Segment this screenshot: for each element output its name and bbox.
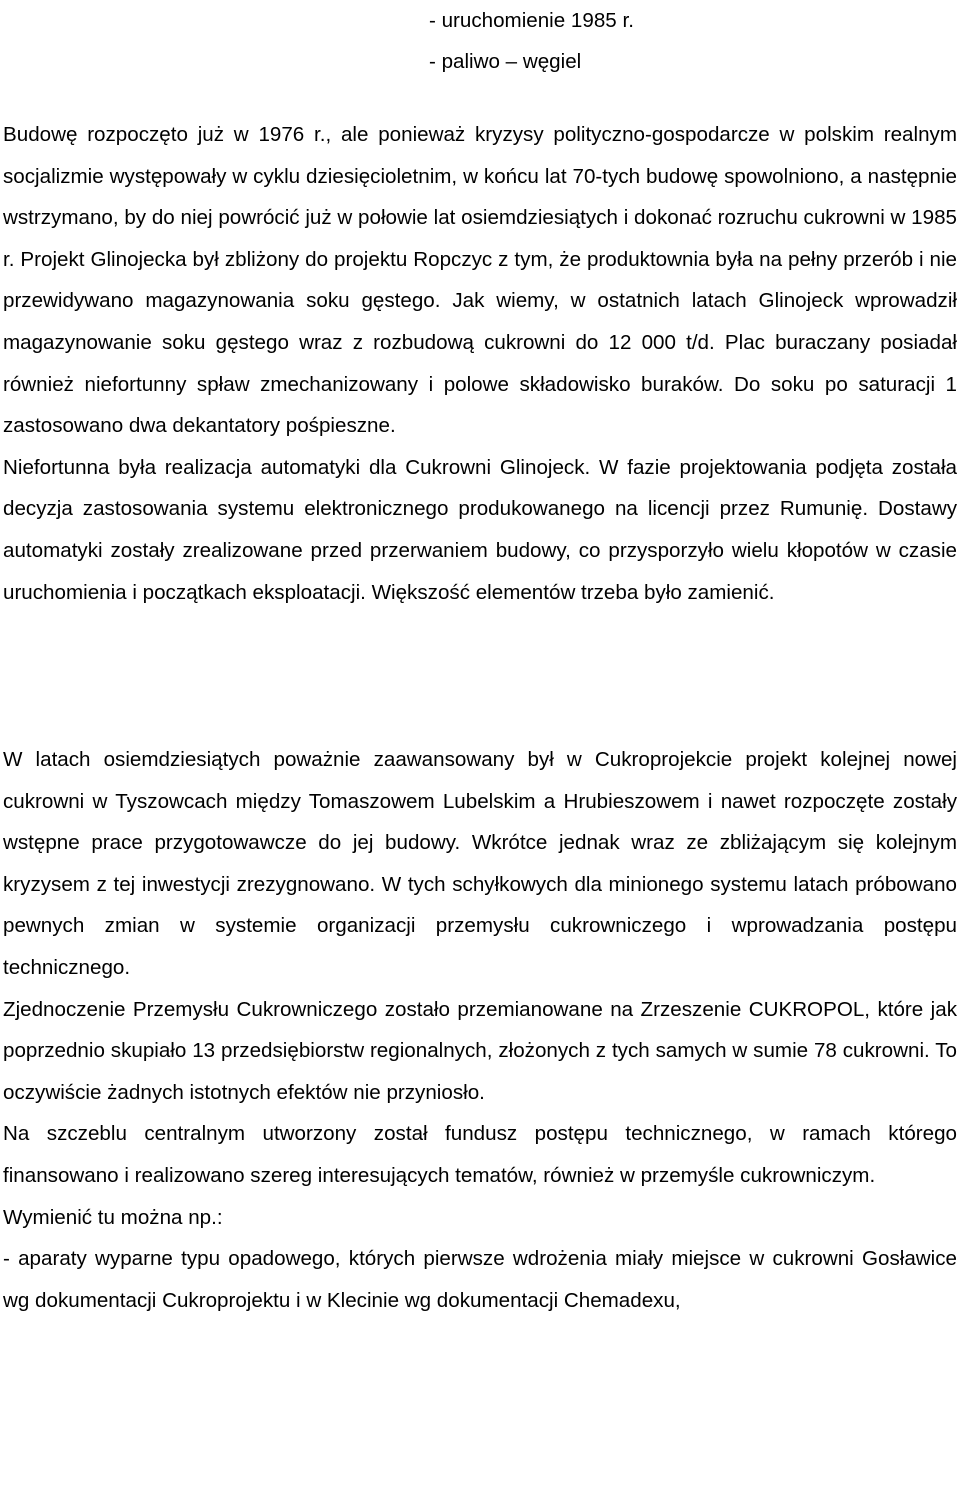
list-item: - uruchomienie 1985 r. — [429, 9, 634, 32]
paragraph: - aparaty wyparne typu opadowego, których pierwsze wdrożenia miały miejsce w cukrowni Gosławice wg dokumentacji Cukroprojektu i w Klecinie wg dokumentacji Chemadexu, — [3, 1247, 957, 1312]
paragraph: Wymienić tu można np.: — [3, 1205, 223, 1229]
paragraph: W latach osiemdziesiątych poważnie zaawansowany był w Cukroprojekcie projekt kolejnej nowej cukrowni w Tyszowcach między Tomaszowem Lubelskim a Hrubieszowem i nawet rozpoczęte zostały wstępne prace przygotowawcze do jej budowy. Wkrótce jednak wraz ze zbliżającym się kolejnym kryzysem z tej inwestycji zrezygnowano. W tych schyłkowych dla minionego systemu latach próbowano pewnych zmian w systemie organizacji przemysłu cukrowniczego i wprowadzania postępu technicznego. — [3, 748, 957, 979]
paragraph: Na szczeblu centralnym utworzony został fundusz postępu technicznego, w ramach którego finansowano i realizowano szereg interesujących tematów, również w przemyśle cukrowniczym. — [3, 1122, 957, 1187]
paragraph: Niefortunna była realizacja automatyki dla Cukrowni Glinojeck. W fazie projektowania podjęta została decyzja zastosowania systemu elektronicznego produkowanego na licencji przez Rumunię. Dostawy automatyki zostały zrealizowane przed przerwaniem budowy, co przysporzyło wielu kłopotów w czasie uruchomienia i początkach eksploatacji. Większość elementów trzeba było zamienić. — [3, 455, 957, 604]
paragraph: Zjednoczenie Przemysłu Cukrowniczego zostało przemianowane na Zrzeszenie CUKROPOL, które jak poprzednio skupiało 13 przedsiębiorstw regionalnych, złożonych z tych samych w sumie 78 cukrowni. To oczywiście żadnych istotnych efektów nie przyniosło. — [3, 997, 957, 1104]
list-item: - paliwo – węgiel — [429, 50, 582, 73]
section-1 — [3, 114, 957, 613]
header-list — [429, 0, 634, 82]
paragraph: Budowę rozpoczęto już w 1976 r., ale ponieważ kryzysy polityczno-gospodarcze w polskim realnym socjalizmie występowały w cyklu dziesięcioletnim, w końcu lat 70-tych budowę spowolniono, a następnie wstrzymano, by do niej powrócić już w połowie lat osiemdziesiątych i dokonać rozruchu cukrowni w 1985 r. Projekt Glinojecka był zbliżony do projektu Ropczyc z tym, że produktownia była na pełny przerób i nie przewidywano magazynowania soku gęstego. Jak wiemy, w ostatnich latach Glinojeck wprowadził magazynowanie soku gęstego wraz z rozbudową cukrowni do 12 000 t/d. Plac buraczany posiadał również niefortunny spław zmechanizowany i polowe składowisko buraków. Do soku po saturacji 1 zastosowano dwa dekantatory pośpieszne. — [3, 123, 957, 438]
section-2 — [3, 739, 957, 1321]
